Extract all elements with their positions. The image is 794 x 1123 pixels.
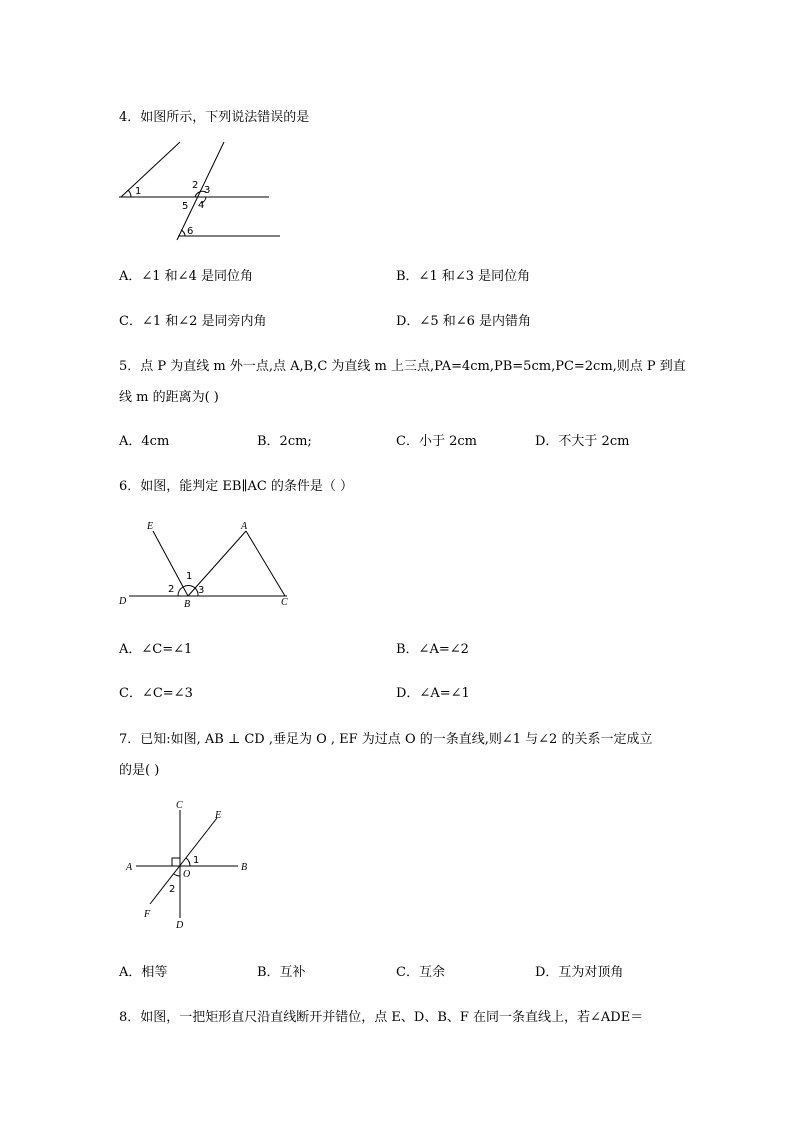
- q4-angle-6-label: 6: [187, 226, 194, 237]
- q7-arc-2: [174, 874, 180, 876]
- q6-angle-1-label: 1: [186, 571, 193, 582]
- q7-point-o-label: O: [183, 869, 191, 880]
- q6-arc-1: [183, 585, 195, 588]
- q5-stem-line1: 5．点 P 为直线 m 外一点,点 A,B,C 为直线 m 上三点,PA=4cm,PB=5cm,PC=2cm,则点 P 到直: [119, 359, 686, 374]
- q7-option-d[interactable]: D．互为对顶角: [535, 965, 624, 980]
- q7-option-b[interactable]: B．互补: [257, 965, 306, 980]
- q4-angle-4-label: 4: [198, 200, 205, 211]
- q7-point-f-label: F: [144, 909, 151, 920]
- q6-arc-2: [178, 587, 183, 596]
- q5-option-a[interactable]: A．4cm: [119, 434, 170, 449]
- q4-option-a[interactable]: A．∠1 和∠4 是同位角: [119, 269, 253, 284]
- q6-point-d-label: D: [119, 596, 127, 607]
- q4-option-c[interactable]: C．∠1 和∠2 是同旁内角: [119, 314, 267, 329]
- q6-point-c-label: C: [281, 597, 288, 608]
- q6-option-a[interactable]: A．∠C=∠1: [119, 642, 193, 657]
- q7-stem-line2: 的是( ): [119, 763, 160, 778]
- q7-angle-2-label: 2: [169, 884, 176, 895]
- q4-angle-1-label: 1: [135, 186, 142, 197]
- q7-option-c[interactable]: C．互余: [396, 965, 445, 980]
- q6-point-a-label: A: [241, 521, 248, 532]
- q6-option-d[interactable]: D．∠A=∠1: [396, 686, 470, 701]
- q7-line-ef: [150, 818, 217, 904]
- q4-angle-2-label: 2: [192, 180, 199, 191]
- q6-option-c[interactable]: C．∠C=∠3: [119, 686, 193, 701]
- q7-point-a-label: A: [126, 862, 133, 873]
- q6-segment-ac: [246, 531, 285, 596]
- q4-angle-5-label: 5: [182, 201, 189, 212]
- q5-stem-line2: 线 m 的距离为( ): [119, 390, 219, 405]
- q7-right-angle-mark: [172, 858, 180, 866]
- q4-figure: [115, 138, 290, 243]
- q6-figure: [115, 516, 300, 611]
- q7-arc-1: [186, 858, 190, 866]
- q6-segment-ba: [188, 531, 246, 596]
- q5-option-c[interactable]: C．小于 2cm: [396, 434, 477, 449]
- q4-option-d[interactable]: D．∠5 和∠6 是内错角: [396, 314, 532, 329]
- q4-line-left-slant: [121, 142, 180, 197]
- q6-angle-3-label: 3: [198, 585, 205, 596]
- q4-line-transversal: [177, 142, 224, 240]
- q5-option-b[interactable]: B．2cm;: [257, 434, 312, 449]
- q4-option-b[interactable]: B．∠1 和∠3 是同位角: [396, 269, 531, 284]
- q7-point-b-label: B: [241, 862, 248, 873]
- q6-angle-2-label: 2: [168, 584, 175, 595]
- q8-stem: 8．如图，一把矩形直尺沿直线断开并错位，点 E、D、B、F 在同一条直线上，若∠ADE＝: [119, 1010, 644, 1025]
- q7-point-c-label: C: [176, 800, 183, 811]
- q7-point-d-label: D: [176, 920, 184, 931]
- q7-stem-line1: 7．已知:如图, AB ⊥ CD ,垂足为 O , EF 为过点 O 的一条直线,则∠1 与∠2 的关系一定成立: [119, 732, 653, 747]
- q6-point-e-label: E: [147, 521, 154, 532]
- q6-option-b[interactable]: B．∠A=∠2: [396, 642, 469, 657]
- q4-stem: 4．如图所示，下列说法错误的是: [119, 110, 310, 125]
- q4-arc-1: [128, 190, 131, 197]
- q5-option-d[interactable]: D．不大于 2cm: [535, 434, 630, 449]
- q4-angle-3-label: 3: [204, 185, 211, 196]
- q7-figure: [120, 796, 260, 936]
- q7-option-a[interactable]: A．相等: [119, 965, 168, 980]
- q7-angle-1-label: 1: [193, 855, 200, 866]
- q6-stem: 6．如图，能判定 EB∥AC 的条件是（ ）: [119, 479, 354, 494]
- q7-point-e-label: E: [215, 810, 222, 821]
- q6-point-b-label: B: [184, 599, 191, 610]
